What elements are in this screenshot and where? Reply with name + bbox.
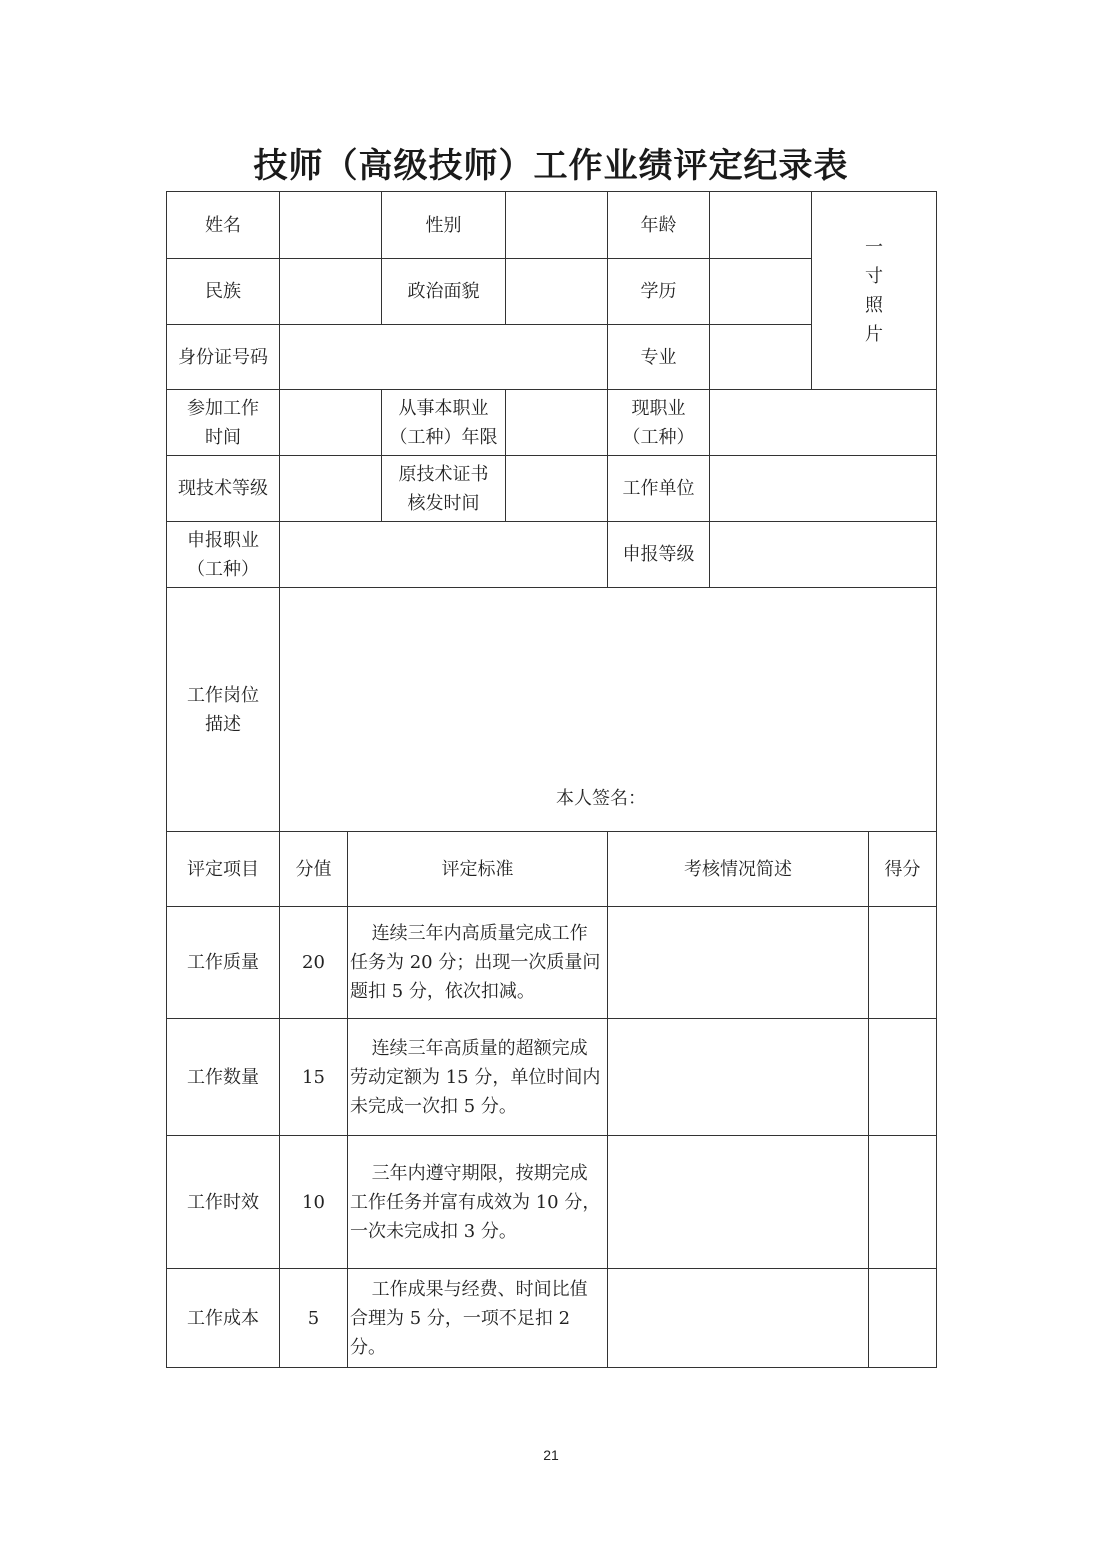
label-years — [382, 390, 506, 456]
field-ethnicity[interactable] — [280, 259, 382, 325]
header-criteria: 评定标准 — [348, 832, 608, 907]
eval-criteria — [348, 907, 608, 1019]
label-years-line1: 从事本职业 — [398, 397, 489, 419]
eval-points-field[interactable] — [869, 1269, 937, 1368]
eval-criteria — [348, 1019, 608, 1136]
photo-label: 一寸照片 — [865, 236, 883, 345]
evaluation-form-table — [166, 191, 937, 1368]
field-id-number[interactable] — [280, 325, 608, 390]
field-years[interactable] — [506, 390, 608, 456]
field-work-unit[interactable] — [710, 456, 937, 522]
label-name: 姓名 — [167, 192, 280, 259]
field-work-start[interactable] — [280, 390, 382, 456]
label-gender: 性别 — [382, 192, 506, 259]
label-orig-cert-line1: 原技术证书 — [398, 463, 489, 485]
page-number: 21 — [543, 1447, 559, 1463]
eval-criteria — [348, 1269, 608, 1368]
label-apply-job — [167, 522, 280, 588]
field-gender[interactable] — [506, 192, 608, 259]
eval-points-field[interactable] — [869, 907, 937, 1019]
eval-criteria-text: 连续三年内高质量完成工作任务为 20 分；出现一次质量问题扣 5 分，依次扣减。 — [350, 923, 601, 1002]
eval-summary-field[interactable] — [608, 1019, 869, 1136]
field-name[interactable] — [280, 192, 382, 259]
label-apply-level: 申报等级 — [608, 522, 710, 588]
label-work-start-line2: 时间 — [205, 426, 241, 448]
label-ethnicity: 民族 — [167, 259, 280, 325]
page-title: 技师（高级技师）工作业绩评定纪录表 — [253, 146, 849, 186]
signature-label: 本人签名： — [556, 788, 646, 809]
field-major[interactable] — [710, 325, 812, 390]
header-points: 得分 — [869, 832, 937, 907]
field-current-job[interactable] — [710, 390, 937, 456]
header-summary: 考核情况简述 — [608, 832, 869, 907]
label-job-desc-line1: 工作岗位 — [187, 684, 259, 706]
eval-summary-field[interactable] — [608, 1269, 869, 1368]
field-apply-level[interactable] — [710, 522, 937, 588]
field-age[interactable] — [710, 192, 812, 259]
label-orig-cert-line2: 核发时间 — [407, 492, 480, 514]
eval-score: 20 — [280, 907, 348, 1019]
eval-item: 工作质量 — [167, 907, 280, 1019]
label-major: 专业 — [608, 325, 710, 390]
label-current-job — [608, 390, 710, 456]
label-education: 学历 — [608, 259, 710, 325]
label-job-desc-line2: 描述 — [205, 713, 241, 735]
field-orig-cert[interactable] — [506, 456, 608, 522]
field-political[interactable] — [506, 259, 608, 325]
eval-score: 15 — [280, 1019, 348, 1136]
header-item: 评定项目 — [167, 832, 280, 907]
eval-item: 工作数量 — [167, 1019, 280, 1136]
eval-points-field[interactable] — [869, 1019, 937, 1136]
label-current-job-line1: 现职业 — [631, 397, 686, 419]
eval-summary-field[interactable] — [608, 907, 869, 1019]
label-political: 政治面貌 — [382, 259, 506, 325]
label-id-number: 身份证号码 — [167, 325, 280, 390]
label-work-unit: 工作单位 — [608, 456, 710, 522]
eval-summary-field[interactable] — [608, 1136, 869, 1269]
label-current-level: 现技术等级 — [167, 456, 280, 522]
eval-score: 10 — [280, 1136, 348, 1269]
eval-criteria-text: 三年内遵守期限，按期完成工作任务并富有成效为 10 分，一次未完成扣 3 分。 — [350, 1162, 601, 1242]
eval-score: 5 — [280, 1269, 348, 1368]
eval-criteria — [348, 1136, 608, 1269]
label-apply-job-line1: 申报职业 — [187, 529, 259, 551]
eval-points-field[interactable] — [869, 1136, 937, 1269]
label-work-start-line1: 参加工作 — [187, 397, 259, 419]
field-current-level[interactable] — [280, 456, 382, 522]
label-current-job-line2: （工种） — [622, 426, 695, 448]
label-job-desc — [167, 588, 280, 832]
label-apply-job-line2: （工种） — [187, 558, 259, 580]
photo-box[interactable] — [812, 192, 937, 390]
label-orig-cert — [382, 456, 506, 522]
eval-criteria-text: 连续三年高质量的超额完成劳动定额为 15 分，单位时间内未完成一次扣 5 分。 — [350, 1037, 601, 1117]
field-apply-job[interactable] — [280, 522, 608, 588]
label-work-start — [167, 390, 280, 456]
eval-criteria-text: 工作成果与经费、时间比值合理为 5 分，一项不足扣 2 分。 — [350, 1278, 588, 1358]
label-years-line2: （工种）年限 — [389, 426, 498, 448]
eval-item: 工作成本 — [167, 1269, 280, 1368]
header-score: 分值 — [280, 832, 348, 907]
field-education[interactable] — [710, 259, 812, 325]
label-age: 年龄 — [608, 192, 710, 259]
eval-item: 工作时效 — [167, 1136, 280, 1269]
